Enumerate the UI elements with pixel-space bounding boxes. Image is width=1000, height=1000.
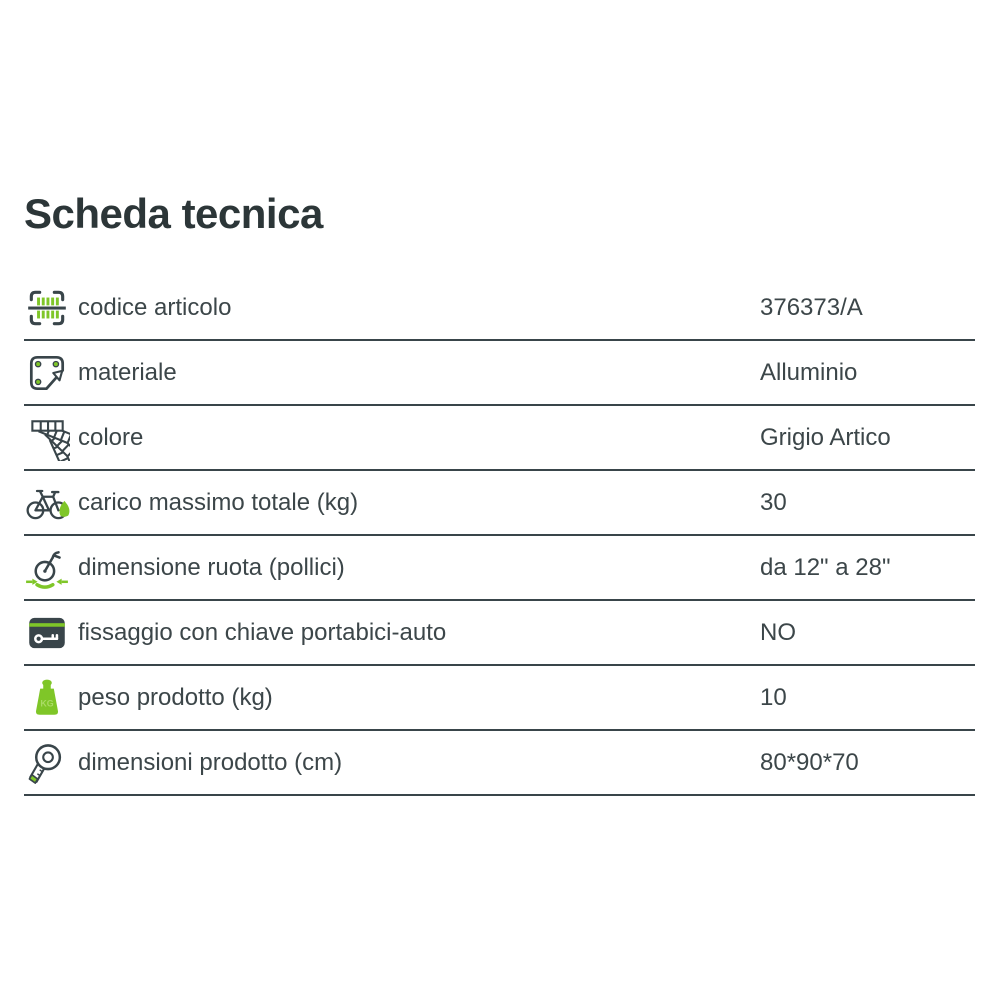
- spec-value: Alluminio: [760, 358, 858, 386]
- bike-load-icon: [24, 480, 78, 526]
- weight-icon-kg-text: KG: [40, 697, 54, 708]
- barcode-scan-icon: [24, 285, 78, 331]
- spec-label: colore: [78, 423, 144, 451]
- table-row: [24, 536, 975, 601]
- spec-value: 10: [760, 683, 787, 711]
- table-row: [24, 276, 975, 341]
- spec-value: 30: [760, 488, 787, 516]
- table-row: [24, 471, 975, 536]
- spec-value: 376373/A: [760, 293, 863, 321]
- spec-value: 80*90*70: [760, 748, 859, 776]
- spec-label: codice articolo: [78, 293, 232, 321]
- measuring-tape-icon: [24, 740, 78, 786]
- spec-value: NO: [760, 618, 796, 646]
- spec-value: da 12" a 28": [760, 553, 891, 581]
- material-swatch-icon: [24, 350, 78, 396]
- spec-table: [24, 276, 975, 796]
- table-row: [24, 406, 975, 471]
- page-title: Scheda tecnica: [24, 190, 323, 237]
- spec-label: fissaggio con chiave portabici-auto: [78, 618, 447, 646]
- color-fan-icon: [24, 415, 78, 461]
- table-row: [24, 341, 975, 406]
- spec-label: materiale: [78, 358, 177, 386]
- key-lock-icon: [24, 610, 78, 656]
- table-row: [24, 731, 975, 796]
- weight-kg-icon: [24, 675, 78, 721]
- spec-label: carico massimo totale (kg): [78, 488, 359, 516]
- table-row: [24, 601, 975, 666]
- spec-label: peso prodotto (kg): [78, 683, 273, 711]
- table-row: [24, 666, 975, 731]
- wheel-size-icon: [24, 545, 78, 591]
- spec-label: dimensione ruota (pollici): [78, 553, 345, 581]
- spec-label: dimensioni prodotto (cm): [78, 748, 343, 776]
- spec-value: Grigio Artico: [760, 423, 891, 451]
